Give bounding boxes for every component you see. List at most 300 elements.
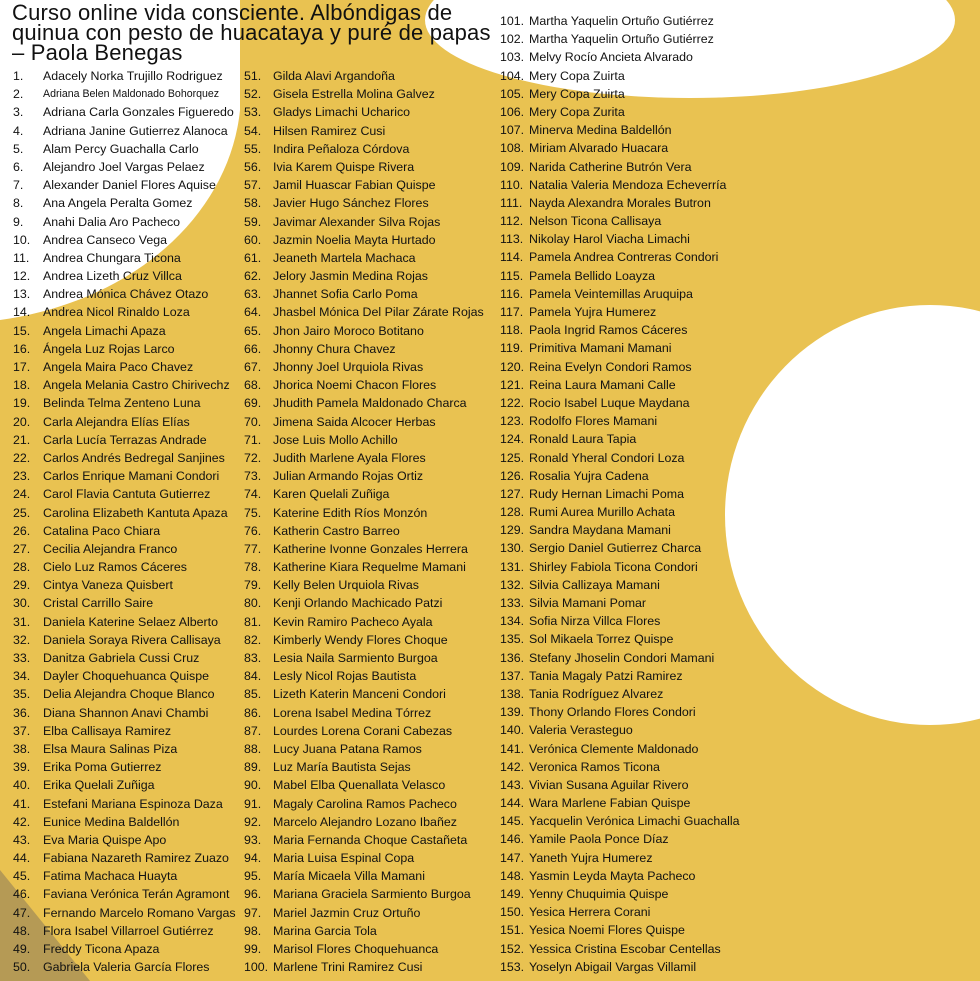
list-item-number: 83. [244, 651, 262, 665]
list-item-number: 72. [244, 450, 262, 465]
list-item-number: 54. [244, 123, 262, 138]
list-item [13, 504, 243, 522]
list-item-name: Carol Flavia Cantuta Gutierrez [43, 487, 211, 502]
list-item-name: Jamil Huascar Fabian Quispe [273, 178, 436, 193]
list-item-name: Tania Rodríguez Alvarez [529, 686, 664, 701]
list-item-number: 74. [244, 487, 262, 502]
list-item-number: 62. [244, 269, 262, 284]
list-item [244, 758, 494, 776]
list-item-number: 108. [500, 141, 525, 156]
list-item-name: Jimena Saida Alcocer Herbas [273, 414, 436, 429]
list-item-number: 93. [244, 832, 262, 847]
list-item [13, 958, 243, 976]
list-item [13, 704, 243, 722]
list-item [500, 212, 970, 230]
list-item-number: 115. [500, 268, 524, 283]
list-item-name: Angela Limachi Apaza [43, 323, 166, 338]
list-item [500, 612, 970, 630]
list-item-number: 38. [13, 741, 31, 756]
list-item [500, 921, 970, 939]
list-item [244, 158, 494, 176]
list-item-number: 40. [13, 778, 31, 793]
list-item [500, 721, 970, 739]
list-item-name: Javimar Alexander Silva Rojas [273, 214, 441, 229]
list-item-number: 129. [500, 523, 525, 538]
list-item-number: 86. [244, 705, 262, 720]
list-item [13, 467, 243, 485]
list-item-name: Carlos Enrique Mamani Condori [43, 469, 220, 484]
list-item-number: 95. [244, 869, 262, 884]
list-item [13, 613, 243, 631]
list-item-name: Fabiana Nazareth Ramirez Zuazo [43, 851, 229, 866]
list-item-name: Gabriela Valeria García Flores [43, 960, 210, 975]
list-item [500, 958, 970, 976]
list-item-number: 7. [13, 178, 24, 193]
list-item-name: Yacquelin Verónica Limachi Guachalla [529, 814, 740, 829]
list-item-name: Cristal Carrillo Saire [43, 596, 154, 611]
list-item [244, 431, 494, 449]
list-item-name: Shirley Fabiola Ticona Condori [529, 559, 698, 574]
list-item [13, 576, 243, 594]
list-item [500, 230, 970, 248]
list-item [13, 122, 243, 140]
list-item [500, 485, 970, 503]
list-item-name: Magaly Carolina Ramos Pacheco [273, 796, 457, 811]
list-item [13, 140, 243, 158]
list-item [500, 685, 970, 703]
list-item-number: 67. [244, 360, 262, 374]
list-item-name: Stefany Jhoselin Condori Mamani [529, 650, 715, 665]
participant-list-column-3 [500, 12, 970, 976]
list-item-number: 47. [13, 905, 31, 920]
list-item [244, 213, 494, 231]
list-item-number: 50. [13, 960, 31, 975]
list-item-name: Lourdes Lorena Corani Cabezas [273, 723, 453, 738]
list-item-name: Rudy Hernan Limachi Poma [529, 486, 684, 501]
list-item-name: Marina Garcia Tola [273, 923, 377, 938]
list-item-name: Jazmin Noelia Mayta Hurtado [273, 232, 436, 247]
list-item-number: 128. [500, 505, 525, 520]
list-item [13, 940, 243, 958]
list-item-number: 13. [13, 287, 31, 302]
list-item-name: Carla Lucía Terrazas Andrade [43, 432, 207, 447]
list-item [244, 849, 494, 867]
list-item [244, 340, 494, 358]
list-item-name: Eunice Medina Baldellón [43, 814, 180, 829]
list-item-name: Sofia Nirza Villca Flores [529, 614, 661, 629]
list-item [13, 103, 243, 121]
list-item-name: Hilsen Ramirez Cusi [273, 123, 386, 138]
list-item-name: Angela Maira Paco Chavez [43, 360, 194, 374]
list-item-name: Javier Hugo Sánchez Flores [273, 196, 429, 211]
list-item-number: 6. [13, 159, 24, 174]
list-item-number: 103. [500, 50, 525, 65]
list-item-name: Jelory Jasmin Medina Rojas [273, 269, 428, 284]
list-item-number: 150. [500, 905, 525, 920]
list-item [500, 121, 970, 139]
list-item-number: 11. [13, 250, 30, 265]
list-item-number: 145. [500, 814, 525, 829]
list-item-number: 52. [244, 87, 262, 102]
list-item-name: Katerine Edith Ríos Monzón [273, 505, 428, 520]
list-item-number: 139. [500, 705, 525, 720]
list-item [500, 85, 970, 103]
list-item-name: Andrea Mónica Chávez Otazo [43, 287, 209, 302]
list-item-name: Rocio Isabel Luque Maydana [529, 395, 690, 410]
list-item [244, 485, 494, 503]
list-item-number: 33. [13, 651, 31, 665]
list-item-name: Dayler Choquehuanca Quispe [43, 669, 210, 684]
list-item-name: Wara Marlene Fabian Quispe [529, 796, 691, 811]
list-item-name: Ivia Karem Quispe Rivera [273, 159, 415, 174]
list-item [244, 504, 494, 522]
list-item-number: 69. [244, 396, 262, 411]
list-item-name: Katherine Kiara Requelme Mamani [273, 560, 466, 575]
list-item [500, 885, 970, 903]
list-item-number: 23. [13, 469, 31, 484]
list-item-name: Cintya Vaneza Quisbert [43, 578, 173, 593]
list-item-number: 149. [500, 887, 525, 901]
list-item-name: Yesica Noemi Flores Quispe [529, 923, 685, 938]
list-item [500, 539, 970, 557]
list-item [13, 267, 243, 285]
list-item-name: Gilda Alavi Argandoña [273, 69, 395, 83]
list-item-name: Yamile Paola Ponce Díaz [529, 832, 669, 847]
list-item-name: Pamela Veintemillas Aruquipa [529, 286, 693, 301]
list-item-number: 16. [13, 341, 31, 356]
list-item-name: Rosalia Yujra Cadena [529, 468, 649, 483]
list-item [244, 704, 494, 722]
list-item [500, 103, 970, 121]
list-item-name: Mery Copa Zuirta [529, 68, 625, 83]
list-item-name: Marlene Trini Ramirez Cusi [273, 960, 423, 975]
list-item [13, 685, 243, 703]
list-item-name: Kevin Ramiro Pacheco Ayala [273, 614, 433, 629]
list-item-name: Veronica Ramos Ticona [529, 759, 660, 774]
list-item-number: 135. [500, 632, 525, 647]
list-item-number: 120. [500, 359, 525, 374]
list-item-number: 2. [13, 87, 24, 102]
list-item-name: Katherine Ivonne Gonzales Herrera [273, 541, 468, 556]
list-item-name: Minerva Medina Baldellón [529, 123, 672, 138]
list-item-number: 124. [500, 432, 525, 447]
list-item [13, 795, 243, 813]
list-item [500, 248, 970, 266]
list-item-number: 39. [13, 760, 31, 775]
list-item [244, 904, 494, 922]
list-item-name: Pamela Bellido Loayza [529, 268, 656, 283]
list-item-name: Daniela Soraya Rivera Callisaya [43, 632, 221, 647]
list-item-number: 105. [500, 86, 525, 101]
page-title: Curso online vida consciente. Albóndigas de quinua con pesto de huacataya y puré de papas – Paola Benegas [12, 0, 491, 65]
list-item-name: Cecilia Alejandra Franco [43, 541, 178, 556]
list-item-name: Julian Armando Rojas Ortiz [273, 469, 424, 484]
list-item-number: 37. [13, 723, 31, 738]
list-item-name: Carolina Elizabeth Kantuta Apaza [43, 505, 228, 520]
list-item-name: Jeaneth Martela Machaca [273, 250, 416, 265]
list-item-number: 88. [244, 741, 262, 756]
list-item [500, 758, 970, 776]
list-item [500, 558, 970, 576]
list-item [244, 867, 494, 885]
list-item-number: 118. [500, 323, 524, 338]
list-item [500, 594, 970, 612]
list-item-name: Elba Callisaya Ramirez [43, 723, 172, 738]
list-item [244, 394, 494, 412]
list-item-number: 43. [13, 832, 31, 847]
list-item-number: 101. [500, 14, 525, 28]
list-item-name: Natalia Valeria Mendoza Echeverría [529, 177, 727, 192]
participant-list-column-1 [13, 67, 243, 976]
list-item-name: Adriana Carla Gonzales Figueredo [43, 105, 234, 120]
list-item-number: 17. [13, 360, 31, 374]
list-item-name: Marisol Flores Choquehuanca [273, 942, 439, 956]
list-item-number: 80. [244, 596, 262, 611]
list-item-number: 58. [244, 196, 262, 211]
list-item [13, 431, 243, 449]
list-item-name: Ronald Yheral Condori Loza [529, 450, 685, 465]
list-item-name: Indira Peñaloza Córdova [273, 141, 410, 156]
list-item [500, 703, 970, 721]
list-item [500, 48, 970, 66]
list-item-number: 53. [244, 105, 262, 120]
list-item [500, 521, 970, 539]
list-item-number: 116. [500, 286, 524, 301]
list-item-number: 24. [13, 487, 31, 502]
list-item-number: 87. [244, 723, 262, 738]
list-item [500, 285, 970, 303]
list-item-number: 31. [13, 614, 31, 629]
list-item [244, 922, 494, 940]
list-item-number: 21. [13, 432, 31, 447]
list-item-name: Kelly Belen Urquiola Rivas [273, 578, 420, 593]
list-item-name: Valeria Verasteguo [529, 723, 633, 738]
list-item-number: 90. [244, 778, 262, 793]
list-item-number: 140. [500, 723, 525, 738]
list-item-name: Yoselyn Abigail Vargas Villamil [529, 959, 697, 974]
list-item-name: Carla Alejandra Elías Elías [43, 414, 190, 429]
list-item-number: 138. [500, 686, 525, 701]
list-item-number: 5. [13, 141, 24, 156]
list-item-name: Erika Poma Gutierrez [43, 760, 162, 775]
list-item-name: Carlos Andrés Bedregal Sanjines [43, 450, 225, 465]
list-item [500, 740, 970, 758]
list-item-number: 27. [13, 541, 31, 556]
list-item [13, 194, 243, 212]
list-item [500, 794, 970, 812]
list-item [244, 285, 494, 303]
list-item-name: Yenny Chuquimia Quispe [529, 887, 669, 901]
list-item-name: María Micaela Villa Mamani [273, 869, 425, 884]
list-item-name: Yasmin Leyda Mayta Pacheco [529, 868, 696, 883]
list-item-number: 4. [13, 123, 24, 138]
list-item-name: Jhudith Pamela Maldonado Charca [273, 396, 467, 411]
list-item-name: Delia Alejandra Choque Blanco [43, 687, 215, 702]
list-item-number: 100. [244, 960, 269, 975]
list-item-number: 144. [500, 796, 525, 811]
list-item-number: 20. [13, 414, 31, 429]
list-item [500, 267, 970, 285]
list-item [13, 522, 243, 540]
list-item-name: Alam Percy Guachalla Carlo [43, 141, 199, 156]
list-item-number: 46. [13, 887, 31, 902]
list-item-number: 29. [13, 578, 31, 593]
list-item [500, 667, 970, 685]
list-item [13, 249, 243, 267]
list-item-number: 42. [13, 814, 31, 829]
list-item [500, 903, 970, 921]
list-item-number: 59. [244, 214, 262, 229]
list-item-number: 104. [500, 68, 525, 83]
list-item-name: Andrea Nicol Rinaldo Loza [43, 305, 190, 320]
list-item [13, 631, 243, 649]
list-item-number: 141. [500, 741, 525, 756]
list-item-name: Marcelo Alejandro Lozano Ibañez [273, 814, 457, 829]
list-item-name: Ana Angela Peralta Gomez [43, 196, 193, 211]
list-item-name: Adacely Norka Trujillo Rodriguez [43, 69, 223, 83]
list-item [244, 740, 494, 758]
list-item-number: 152. [500, 941, 525, 956]
list-item-number: 73. [244, 469, 262, 484]
list-item-number: 81. [244, 614, 262, 629]
list-item-number: 146. [500, 832, 525, 847]
list-item-number: 78. [244, 560, 262, 575]
list-item-name: Andrea Lizeth Cruz Villca [43, 269, 182, 284]
list-item-name: Lesia Naila Sarmiento Burgoa [273, 651, 438, 665]
list-item-name: Mariana Graciela Sarmiento Burgoa [273, 887, 471, 902]
list-item [13, 904, 243, 922]
list-item [500, 376, 970, 394]
list-item-name: Kenji Orlando Machicado Patzi [273, 596, 443, 611]
list-item-number: 117. [500, 305, 524, 319]
list-item [13, 922, 243, 940]
list-item-name: Sol Mikaela Torrez Quispe [529, 632, 674, 647]
list-item [13, 413, 243, 431]
list-item-name: Primitiva Mamani Mamani [529, 341, 672, 356]
list-item [244, 813, 494, 831]
list-item-name: Rumi Aurea Murillo Achata [529, 505, 676, 520]
list-item [500, 139, 970, 157]
list-item-number: 36. [13, 705, 31, 720]
list-item-number: 114. [500, 250, 524, 265]
list-item-name: Verónica Clemente Maldonado [529, 741, 699, 756]
list-item-number: 127. [500, 486, 525, 501]
list-item-number: 91. [244, 796, 262, 811]
list-item-name: Estefani Mariana Espinoza Daza [43, 796, 223, 811]
list-item-name: Gladys Limachi Ucharico [273, 105, 411, 120]
list-item [13, 867, 243, 885]
list-item [244, 722, 494, 740]
list-item-name: Melvy Rocío Ancieta Alvarado [529, 50, 693, 65]
list-item-name: Lucy Juana Patana Ramos [273, 741, 422, 756]
list-item-name: Martha Yaquelin Ortuño Gutiérrez [529, 14, 714, 28]
list-item-number: 107. [500, 123, 525, 138]
list-item-number: 92. [244, 814, 262, 829]
list-item [500, 158, 970, 176]
list-item-number: 22. [13, 450, 31, 465]
list-item [500, 449, 970, 467]
list-item [500, 940, 970, 958]
list-item-name: Katherin Castro Barreo [273, 523, 400, 538]
list-item [244, 940, 494, 958]
list-item-number: 96. [244, 887, 262, 902]
list-item-number: 75. [244, 505, 262, 520]
list-item-name: Luz María Bautista Sejas [273, 760, 411, 775]
list-item [13, 540, 243, 558]
list-item-number: 76. [244, 523, 262, 538]
list-item-number: 68. [244, 378, 262, 393]
list-item-number: 34. [13, 669, 31, 684]
list-item [13, 831, 243, 849]
list-item-number: 30. [13, 596, 31, 611]
list-item [500, 321, 970, 339]
list-item [13, 322, 243, 340]
list-item-name: Nayda Alexandra Morales Butron [529, 195, 711, 210]
list-item [244, 576, 494, 594]
list-item-name: Jhonny Chura Chavez [273, 341, 396, 356]
list-item-number: 126. [500, 468, 525, 483]
list-item-name: Catalina Paco Chiara [43, 523, 161, 538]
list-item-number: 19. [13, 396, 31, 411]
list-item [500, 503, 970, 521]
list-item-name: Jose Luis Mollo Achillo [273, 432, 398, 447]
list-item-number: 143. [500, 777, 525, 792]
list-item [244, 322, 494, 340]
list-item-number: 82. [244, 632, 262, 647]
list-item [500, 630, 970, 648]
list-item-name: Lizeth Katerin Manceni Condori [273, 687, 446, 702]
list-item-name: Daniela Katerine Selaez Alberto [43, 614, 218, 629]
list-item-number: 121. [500, 377, 525, 392]
list-item-number: 131. [500, 559, 525, 574]
list-item-name: Lesly Nicol Rojas Bautista [273, 669, 417, 684]
list-item-name: Jhon Jairo Moroco Botitano [273, 323, 424, 338]
list-item [244, 67, 494, 85]
list-item-name: Freddy Ticona Apaza [43, 942, 160, 956]
list-item [244, 776, 494, 794]
list-item [13, 813, 243, 831]
list-item-name: Erika Quelali Zuñiga [43, 778, 155, 793]
list-item-number: 110. [500, 177, 524, 192]
list-item [13, 158, 243, 176]
list-item-number: 98. [244, 923, 262, 938]
list-item-name: Yaneth Yujra Humerez [529, 850, 653, 865]
list-item-number: 15. [13, 323, 31, 338]
list-item-number: 48. [13, 923, 31, 938]
list-item-number: 148. [500, 868, 525, 883]
list-item [500, 649, 970, 667]
list-item [500, 176, 970, 194]
list-item-number: 10. [13, 232, 31, 247]
list-item [244, 795, 494, 813]
list-item-name: Jhannet Sofia Carlo Poma [273, 287, 418, 302]
list-item-number: 49. [13, 942, 31, 956]
list-item [13, 340, 243, 358]
list-item [13, 358, 243, 376]
list-item [13, 85, 243, 103]
list-item-number: 109. [500, 159, 525, 174]
list-item-number: 9. [13, 214, 24, 229]
list-item-name: Martha Yaquelin Ortuño Gutiérrez [529, 32, 714, 47]
list-item [13, 594, 243, 612]
list-item-name: Pamela Andrea Contreras Condori [529, 250, 719, 265]
list-item [13, 885, 243, 903]
list-item [500, 194, 970, 212]
list-item-name: Lorena Isabel Medina Tórrez [273, 705, 432, 720]
list-item [244, 176, 494, 194]
list-item [244, 885, 494, 903]
list-item-number: 111. [500, 195, 523, 210]
